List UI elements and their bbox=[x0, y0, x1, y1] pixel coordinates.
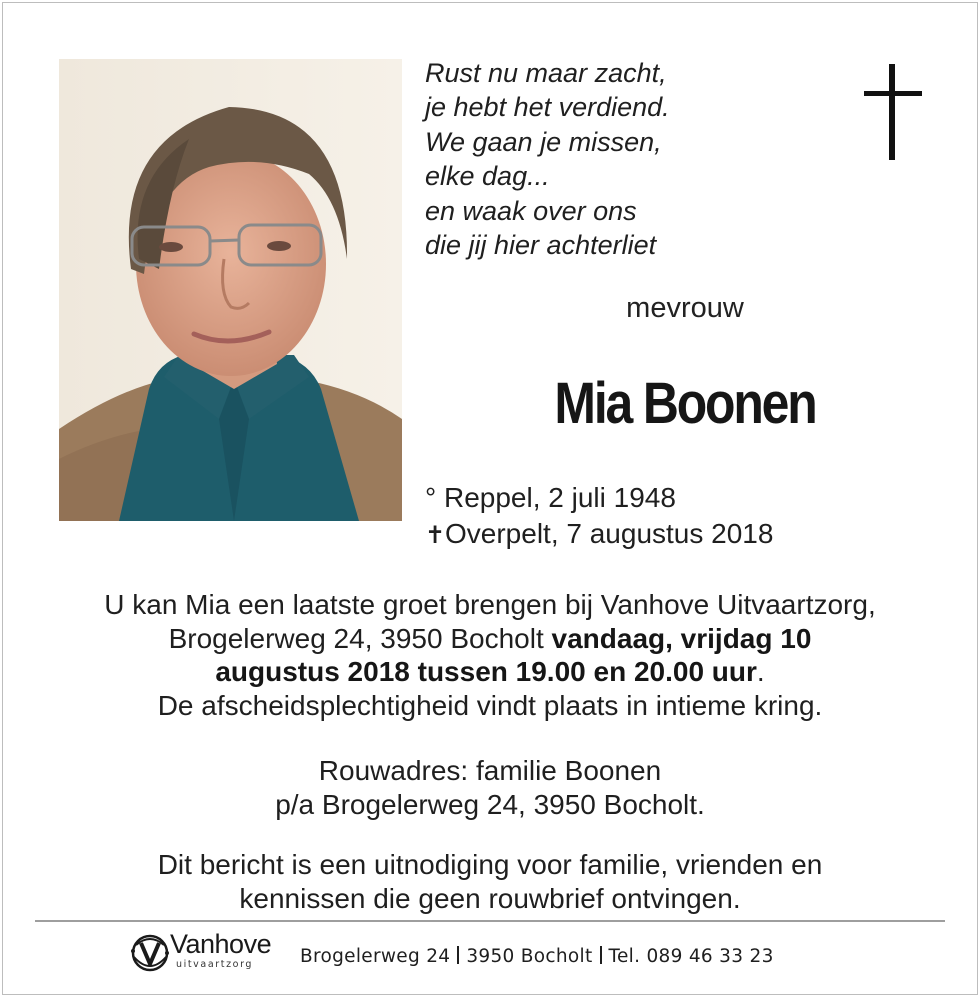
visit-line-2 bbox=[30, 622, 950, 656]
footer-divider bbox=[35, 920, 945, 922]
footer-address: Brogelerweg 24 bbox=[300, 946, 451, 967]
ceremony-info: De afscheidsplechtigheid vindt plaats in intieme kring. bbox=[157, 689, 823, 721]
cross-icon bbox=[864, 64, 922, 160]
visit-time-b: augustus 2018 tussen 19.00 en 20.00 uur bbox=[215, 656, 757, 687]
visit-address: Brogelerweg 24, 3950 Bocholt bbox=[168, 622, 544, 654]
death-date-line bbox=[425, 516, 773, 554]
death-date: Overpelt, 7 augustus 2018 bbox=[445, 518, 774, 549]
footer-city: 3950 Bocholt bbox=[466, 946, 593, 967]
poem-line: elke dag... bbox=[425, 161, 550, 192]
portrait-photo bbox=[59, 59, 402, 521]
poem-line: We gaan je missen, bbox=[425, 126, 662, 157]
mourning-line-2: p/a Brogelerweg 24, 3950 Bocholt. bbox=[275, 788, 705, 820]
poem bbox=[425, 56, 845, 262]
poem-line: je hebt het verdiend. bbox=[425, 92, 670, 123]
mourning-line-1: Rouwadres: familie Boonen bbox=[318, 755, 662, 786]
invite-line-1: Dit bericht is een uitnodiging voor familie, vrienden en bbox=[157, 849, 823, 880]
poem-line: Rust nu maar zacht, bbox=[425, 58, 667, 88]
invitation-note bbox=[30, 848, 950, 915]
footer-contact bbox=[300, 946, 774, 967]
birth-date: ° Reppel, 2 juli 1948 bbox=[425, 482, 676, 513]
separator bbox=[457, 946, 459, 964]
visit-line-3 bbox=[30, 655, 950, 689]
mourning-address bbox=[30, 754, 950, 821]
vanhove-logo bbox=[128, 929, 288, 977]
separator bbox=[600, 946, 602, 964]
visit-time-a: vandaag, vrijdag 10 bbox=[551, 622, 812, 654]
dagger-icon: ✝ bbox=[425, 522, 446, 549]
visit-intro: U kan Mia een laatste groet brengen bij Vanhove Uitvaartzorg, bbox=[104, 589, 876, 620]
vanhove-logo-icon bbox=[128, 931, 172, 975]
poem-line: die jij hier achterliet bbox=[425, 230, 657, 261]
visit-info bbox=[30, 588, 950, 722]
deceased-name: Mia Boonen bbox=[554, 371, 816, 436]
life-dates bbox=[425, 480, 773, 554]
visit-end: . bbox=[756, 656, 765, 687]
footer-phone: Tel. 089 46 33 23 bbox=[608, 946, 774, 967]
poem-line: en waak over ons bbox=[425, 195, 637, 226]
logo-subtitle: uitvaartzorg bbox=[176, 959, 254, 970]
logo-name: Vanhove bbox=[170, 929, 272, 959]
invite-line-2: kennissen die geen rouwbrief ontvingen. bbox=[239, 882, 741, 914]
title-prefix: mevrouw bbox=[626, 292, 744, 324]
